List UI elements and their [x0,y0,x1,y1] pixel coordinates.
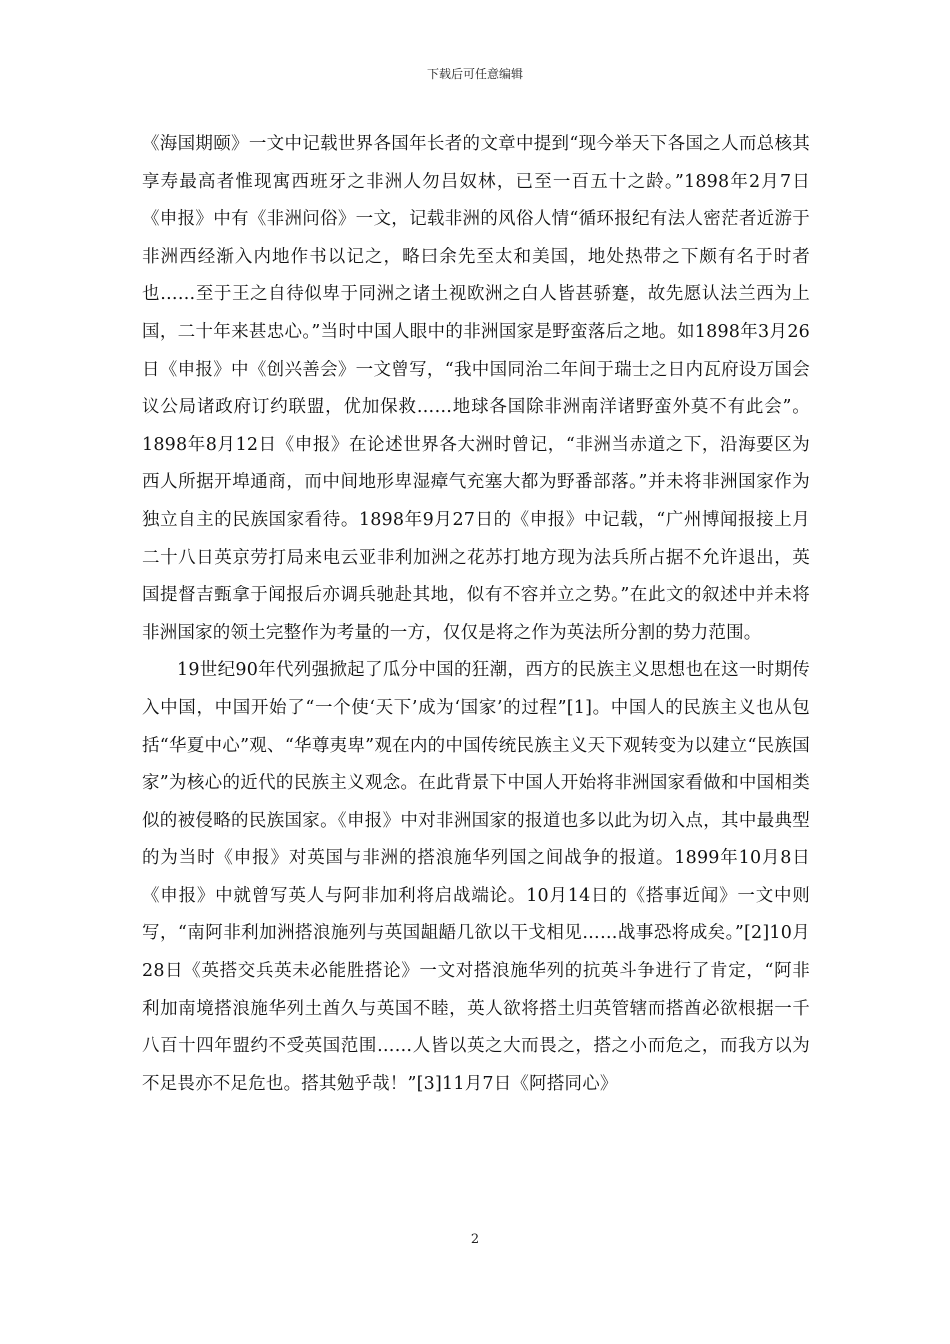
paragraph-2: 19世纪90年代列强掀起了瓜分中国的狂潮，西方的民族主义思想也在这一时期传入中国，中国开始了“一个使‘天下’成为‘国家’的过程”[1]。中国人的民族主义也从包括“华夏中心”观、“华尊夷卑”观在内的中国传统民族主义天下观转变为以建立“民族国家”为核心的近代的民族主义观念。在此背景下中国人开始将非洲国家看做和中国相类似的被侵略的民族国家。《申报》中对非洲国家的报道也多以此为切入点，其中最典型的为当时《申报》对英国与非洲的搭浪施华列国之间战争的报道。1899年10月8日《申报》中就曾写英人与阿非加利将启战端论。10月14日的《搭事近闻》一文中则写，“南阿非利加洲搭浪施列与英国龃龉几欲以干戈相见……战事恐将成矣。”[2]10月28日《英搭交兵英未必能胜搭论》一文对搭浪施华列的抗英斗争进行了肯定，“阿非利加南境搭浪施华列土酋久与英国不睦，英人欲将搭土归英管辖而搭酋必欲根据一千八百十四年盟约不受英国范围……人皆以英之大而畏之，搭之小而危之，而我方以为不足畏亦不足危也。搭其勉乎哉！”[3]11月7日《阿搭同心》 [142,660,810,1094]
paragraph-1: 《海国期颐》一文中记载世界各国年长者的文章中提到“现今举天下各国之人而总核其享寿最高者惟现寓西班牙之非洲人勿吕奴林，已至一百五十之龄。”1898年2月7日《申报》中有《非洲问俗》一文，记载非洲的风俗人情“循环报纪有法人密茫者近游于非洲西经渐入内地作书以记之，略曰余先至太和美国，地处热带之下颇有名于时者也……至于王之自待似卑于同洲之诸土视欧洲之白人皆甚骄蹇，故先愿认法兰西为上国，二十年来甚忠心。”当时中国人眼中的非洲国家是野蛮落后之地。如1898年3月26日《申报》中《创兴善会》一文曾写，“我中国同治二年间于瑞士之日内瓦府设万国会议公局诸政府订约联盟，优加保救……地球各国除非洲南洋诸野蛮外莫不有此会”。1898年8月12日《申报》在论述世界各大洲时曾记，“非洲当赤道之下，沿海要区为西人所据开埠通商，而中间地形卑湿瘴气充塞大都为野番部落。”并未将非洲国家作为独立自主的民族国家看待。1898年9月27日的《申报》中记载，“广州博闻报接上月二十八日英京劳打局来电云亚非利加洲之花苏打地方现为法兵所占据不允许退出，英国提督吉甄拿于闻报后亦调兵驰赴其地，似有不容并立之势。”在此文的叙述中并未将非洲国家的领土完整作为考量的一方，仅仅是将之作为英法所分割的势力范围。 [142,134,810,643]
document-body [142,126,810,1103]
page-header: 下载后可任意编辑 [426,67,523,81]
page-number: 2 [470,1232,480,1247]
